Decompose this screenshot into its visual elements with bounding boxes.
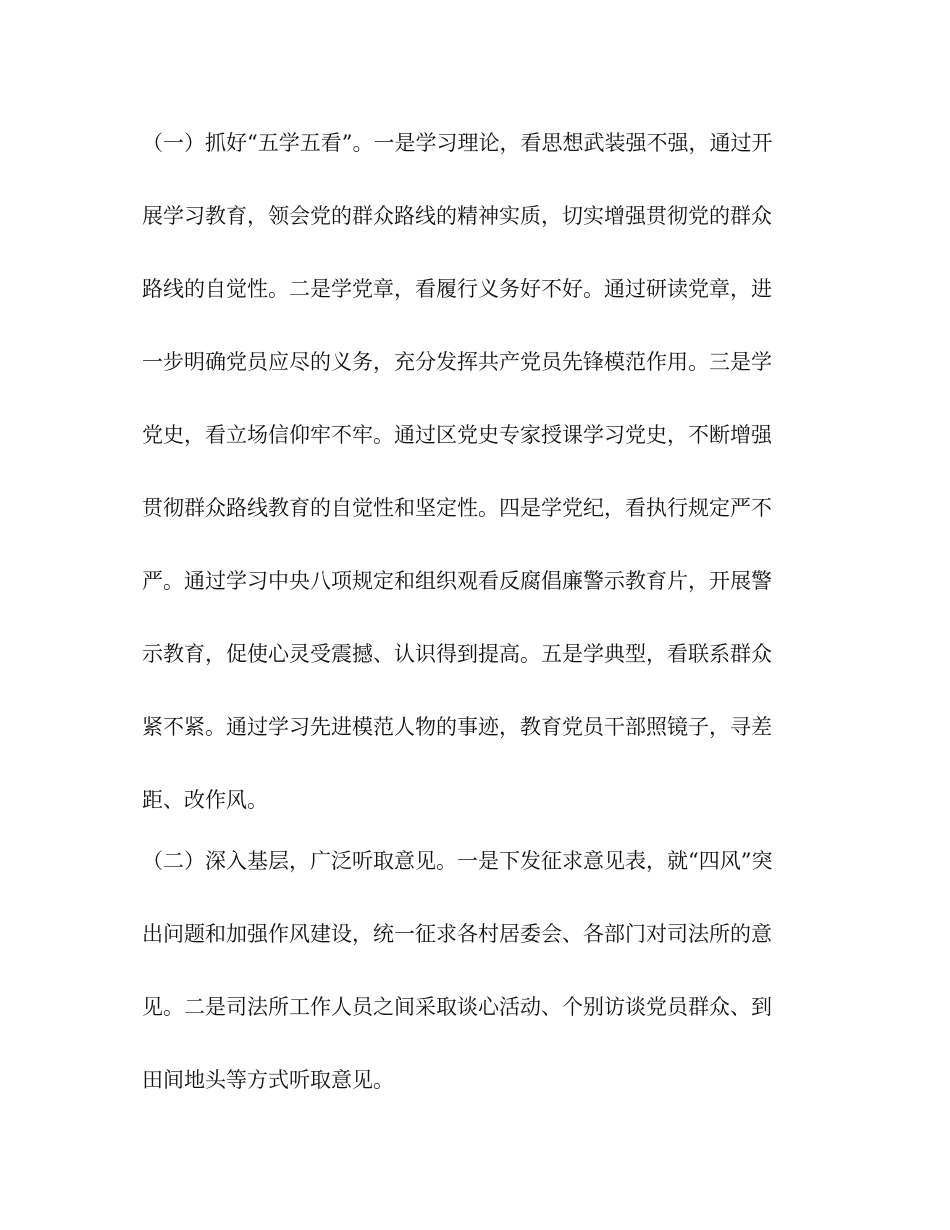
paragraph-1-line-6: 贯彻群众路线教育的自觉性和坚定性。四是学党纪，看执行规定严不 xyxy=(142,496,772,520)
paragraph-1-line-8: 示教育，促使心灵受震撼、认识得到提高。五是学典型，看联系群众 xyxy=(142,642,772,666)
paragraph-2-line-3: 见。二是司法所工作人员之间采取谈心活动、个别访谈党员群众、到 xyxy=(142,995,772,1019)
paragraph-1-line-2: 展学习教育，领会党的群众路线的精神实质，切实增强贯彻党的群众 xyxy=(142,204,772,228)
paragraph-2-line-4: 田间地头等方式听取意见。 xyxy=(142,1068,394,1092)
paragraph-1-line-5: 党史，看立场信仰牢不牢。通过区党史专家授课学习党史，不断增强 xyxy=(142,423,772,447)
paragraph-1-line-1: （一）抓好“五学五看”。一是学习理论，看思想武装强不强，通过开 xyxy=(142,131,773,155)
paragraph-1-line-7: 严。通过学习中央八项规定和组织观看反腐倡廉警示教育片，开展警 xyxy=(142,569,772,593)
paragraph-1-line-10: 距、改作风。 xyxy=(142,788,268,812)
paragraph-1-line-9: 紧不紧。通过学习先进模范人物的事迹，教育党员干部照镜子，寻差 xyxy=(142,715,772,739)
paragraph-1-line-4: 一步明确党员应尽的义务，充分发挥共产党员先锋模范作用。三是学 xyxy=(142,350,772,374)
paragraph-1-line-3: 路线的自觉性。二是学党章，看履行义务好不好。通过研读党章，进 xyxy=(142,277,772,301)
paragraph-2-line-1: （二）深入基层，广泛听取意见。一是下发征求意见表，就“四风”突 xyxy=(142,849,773,873)
paragraph-2-line-2: 出问题和加强作风建设，统一征求各村居委会、各部门对司法所的意 xyxy=(142,922,772,946)
